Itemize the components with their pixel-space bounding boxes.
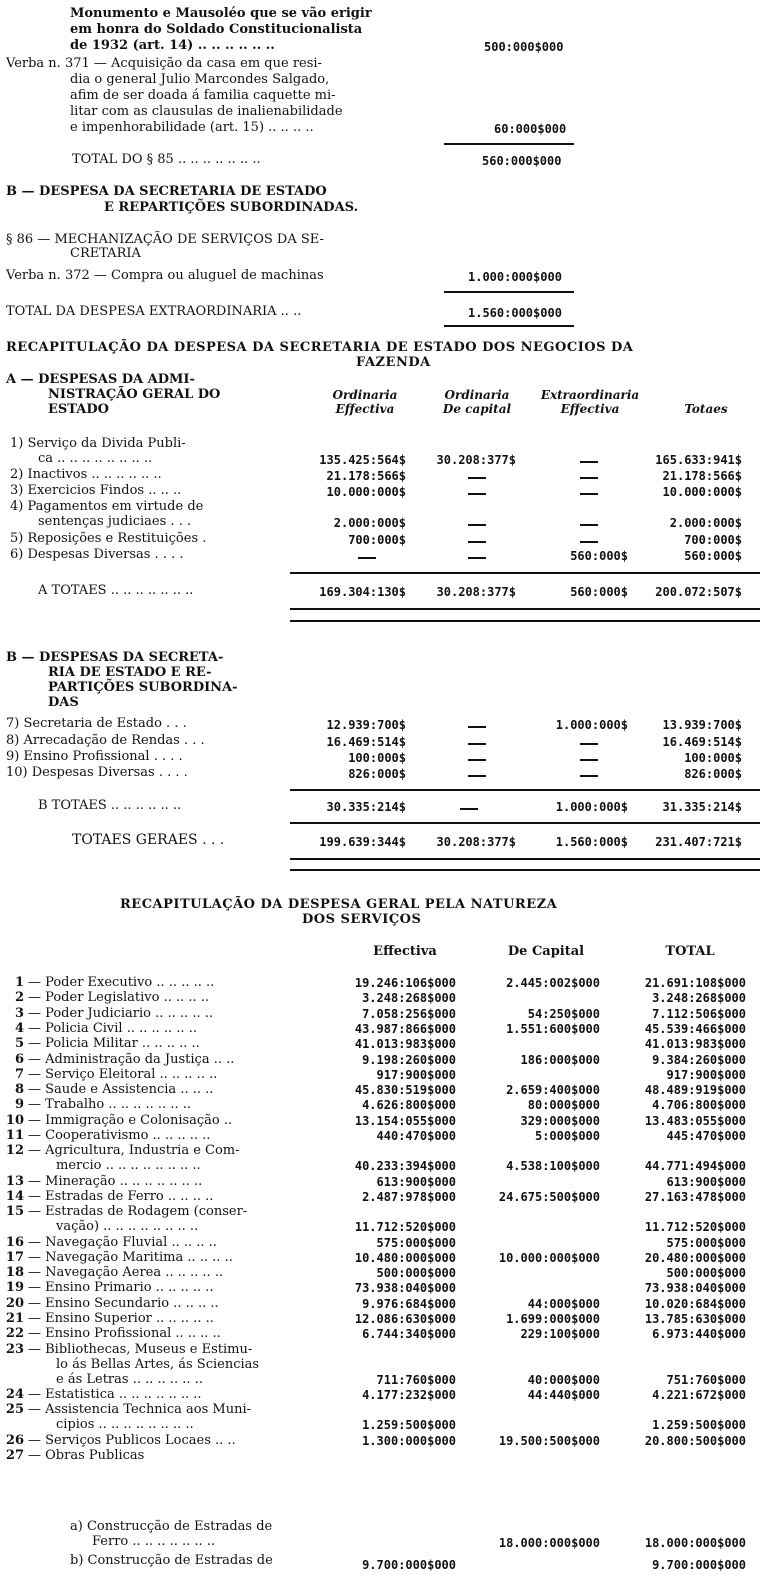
s86-line2: CRETARIA [70, 246, 141, 261]
row-a-label: 6) Despesas Diversas . . . . [10, 547, 184, 562]
row-a-eff: 2.000:000$ [333, 516, 406, 530]
row-b-tot: 16.469:514$ [662, 735, 742, 749]
row-number: 13 [5, 1173, 24, 1189]
row-number: 22 [5, 1326, 24, 1342]
recap2-title-line1: RECAPITULAÇÃO DA DESPESA GERAL PELA NATUREZA [120, 897, 558, 912]
row-label: — Estradas de Ferro .. .. .. .. [28, 1188, 214, 1204]
row-label-cont: mercio .. .. .. .. .. .. .. .. [56, 1158, 201, 1174]
sub-b-line1: b) Construcção de Estradas de [70, 1553, 273, 1568]
row-label-cont: lo ás Bellas Artes, ás Sciencias [56, 1356, 260, 1372]
row-number: 19 [5, 1280, 24, 1296]
sub-b-tot: 9.700:000$000 [652, 1558, 746, 1572]
row-eff: 13.154:055$000 [354, 1113, 456, 1128]
row-tot: 11.712:520$000 [644, 1220, 746, 1235]
row-a-label-cont: ca .. .. .. .. .. .. .. .. [38, 451, 153, 466]
sub-a-line1: a) Construcção de Estradas de [70, 1519, 273, 1534]
verba371-line4: litar com as clausulas de inalienabilidade [70, 104, 343, 119]
row-tot: 41.013:983$000 [644, 1037, 746, 1052]
row-eff: 43.987:866$000 [354, 1021, 456, 1036]
row-b-label: 10) Despesas Diversas . . . . [6, 765, 188, 780]
rule [290, 620, 760, 622]
row-a-tot: 165.633:941$ [655, 453, 742, 467]
row-eff: 40.233:394$000 [354, 1159, 456, 1174]
row-a-cap: 30.208:377$ [436, 453, 516, 467]
totals-geraes-eff: 199.639:344$ [319, 835, 406, 849]
row-label: — Trabalho .. .. .. .. .. .. .. [28, 1097, 191, 1113]
row-eff: 917:900$000 [376, 1067, 456, 1082]
row-b-label: 7) Secretaria de Estado . . . [6, 716, 187, 731]
row-eff: 10.480:000$000 [354, 1250, 456, 1265]
row-tot: 500:000$000 [666, 1266, 746, 1281]
row-number: 5 [14, 1036, 24, 1052]
dash [580, 477, 598, 479]
dash [580, 493, 598, 495]
section-bb-line1: B — DESPESAS DA SECRETA- [6, 650, 224, 665]
monumento-amount: 500:000$000 [484, 40, 564, 54]
row-b-tot: 826:000$ [684, 767, 742, 781]
row-b-eff: 12.939:700$ [326, 718, 406, 732]
recap2-title-line2: DOS SERVIÇOS [302, 912, 422, 927]
monumento-line1: Monumento e Mausoléo que se vão erigir [70, 6, 372, 21]
row-label-cont: vação) .. .. .. .. .. .. .. .. [56, 1219, 199, 1235]
row-b-ext: 1.000:000$ [555, 718, 628, 732]
row-number: 9 [14, 1097, 24, 1113]
row-label: — Estradas de Rodagem (conser- [28, 1204, 248, 1220]
row-eff: 11.712:520$000 [354, 1220, 456, 1235]
dash [580, 461, 598, 463]
row-a-eff: 21.178:566$ [326, 469, 406, 483]
row-label: — Policia Civil .. .. .. .. .. .. [28, 1020, 197, 1036]
total-extra-value: 1.560:000$000 [468, 306, 562, 320]
row-cap: 1.699:000$000 [506, 1312, 600, 1326]
row-a-label: 4) Pagamentos em virtude de [10, 499, 204, 514]
col-total: TOTAL [665, 944, 715, 959]
row-number: 15 [5, 1204, 24, 1220]
row-cap: 2.659:400$000 [506, 1083, 600, 1098]
row-tot: 27.163:478$000 [644, 1189, 746, 1204]
row-number: 6 [14, 1051, 24, 1067]
totals-b-ext: 1.000:000$ [555, 800, 628, 814]
row-eff: 2.487:978$000 [362, 1189, 456, 1204]
row-b-eff: 16.469:514$ [326, 735, 406, 749]
totals-b-eff: 30.335:214$ [326, 800, 406, 814]
row-number: 16 [5, 1234, 24, 1250]
row-label: — Serviço Eleitoral .. .. .. .. .. [28, 1066, 218, 1082]
row-cap: 4.538:100$000 [506, 1159, 600, 1174]
col-de-capital: De Capital [507, 944, 585, 959]
rule [290, 608, 760, 610]
rule [444, 143, 574, 145]
row-a-label: 3) Exercicios Findos .. .. .. [10, 483, 182, 498]
row-number: 3 [14, 1005, 24, 1021]
row-tot: 20.480:000$000 [644, 1250, 746, 1265]
row-tot: 613:900$000 [666, 1174, 746, 1189]
dash [580, 775, 598, 777]
rule [290, 572, 760, 574]
row-cap: 2.445:002$000 [506, 976, 600, 990]
row-number: 23 [5, 1341, 24, 1357]
row-tot: 751:760$000 [666, 1372, 746, 1387]
totals-b-tot: 31.335:214$ [662, 800, 742, 814]
dash [580, 743, 598, 745]
col-ord-eff-2: Effectiva [335, 402, 395, 416]
row-label: — Agricultura, Industria e Com- [28, 1143, 240, 1159]
dash [460, 808, 478, 810]
verba372-label: Verba n. 372 — Compra ou aluguel de machinas [6, 268, 324, 283]
col-effectiva: Effectiva [373, 944, 437, 959]
totals-geraes-ext: 1.560:000$ [555, 835, 628, 849]
row-eff: 575:000$000 [376, 1235, 456, 1250]
row-label-cont: e ás Letras .. .. .. .. .. .. [56, 1371, 203, 1387]
row-label: — Poder Judiciario .. .. .. .. .. [28, 1005, 213, 1021]
row-tot: 7.112:506$000 [652, 1006, 746, 1021]
rule [290, 869, 760, 871]
row-a-tot: 560:000$ [684, 549, 742, 563]
dash [580, 759, 598, 761]
totals-a-cap: 30.208:377$ [436, 585, 516, 599]
row-number: 25 [5, 1402, 24, 1418]
col-ext-1: Extraordinaria [540, 388, 640, 402]
total85-value: 560:000$000 [482, 154, 562, 168]
sub-a-line2: Ferro .. .. .. .. .. .. .. [92, 1534, 216, 1549]
row-number: 24 [5, 1386, 24, 1402]
sub-a-tot: 18.000:000$000 [644, 1536, 746, 1550]
totals-b-label: B TOTAES .. .. .. .. .. .. [38, 798, 182, 813]
row-cap: 229:100$000 [520, 1327, 600, 1342]
row-label: — Ensino Primario .. .. .. .. .. [28, 1280, 214, 1296]
total85-label: TOTAL DO § 85 .. .. .. .. .. .. .. [72, 152, 261, 167]
row-cap: 54:250$000 [527, 1006, 600, 1021]
row-tot: 3.248:268$000 [652, 991, 746, 1006]
dash [358, 557, 376, 559]
dash [468, 775, 486, 777]
section-b-line1: B — DESPESA DA SECRETARIA DE ESTADO [6, 184, 327, 199]
row-cap: 24.675:500$000 [498, 1189, 600, 1204]
rule [290, 822, 760, 824]
row-eff: 41.013:983$000 [354, 1037, 456, 1052]
recap1-title-line1: RECAPITULAÇÃO DA DESPESA DA SECRETARIA DE ESTADO DOS NEGOCIOS DA [6, 340, 634, 355]
row-number: 11 [5, 1128, 24, 1143]
row-cap: 19.500:500$000 [498, 1433, 600, 1448]
section-bb-line3: PARTIÇÕES SUBORDINA- [48, 680, 238, 695]
row-eff: 45.830:519$000 [354, 1083, 456, 1098]
row-label: — Navegação Fluvial .. .. .. .. [28, 1234, 217, 1250]
rule [290, 858, 760, 860]
section-a-line3: ESTADO [48, 402, 109, 417]
row-number: 10 [5, 1112, 24, 1128]
dash [468, 493, 486, 495]
section-a-line2: NISTRAÇÃO GERAL DO [48, 387, 221, 402]
row-b-label: 9) Ensino Profissional . . . . [6, 749, 183, 764]
verba371-line5: e impenhorabilidade (art. 15) .. .. .. .. [70, 120, 314, 135]
row-cap: 1.551:600$000 [506, 1021, 600, 1036]
row-a-ext: 560:000$ [570, 549, 628, 563]
dash [468, 524, 486, 526]
row-label: — Administração da Justiça .. .. [28, 1051, 235, 1067]
row-eff: 440:470$000 [376, 1129, 456, 1143]
row-label: — Ensino Secundario .. .. .. .. [28, 1295, 219, 1311]
row-number: 17 [5, 1249, 24, 1265]
row-tot: 917:900$000 [666, 1067, 746, 1082]
col-ord-cap-1: Ordinaria [444, 388, 510, 402]
row-eff: 12.086:630$000 [354, 1312, 456, 1326]
row-a-label-cont: sentenças judiciaes . . . [38, 514, 192, 529]
dash [468, 477, 486, 479]
section-a-line1: A — DESPESAS DA ADMI- [6, 372, 195, 387]
row-tot: 13.785:630$000 [644, 1312, 746, 1326]
row-tot: 21.691:108$000 [644, 976, 746, 990]
row-label: — Policia Militar .. .. .. .. .. [28, 1036, 200, 1052]
dash [580, 541, 598, 543]
row-a-tot: 10.000:000$ [662, 485, 742, 499]
row-number: 18 [5, 1265, 24, 1281]
col-totaes: Totaes [684, 402, 728, 416]
dash [468, 726, 486, 728]
row-tot: 73.938:040$000 [644, 1281, 746, 1296]
row-eff: 500:000$000 [376, 1266, 456, 1281]
row-number: 14 [5, 1188, 24, 1204]
row-label: — Ensino Profissional .. .. .. .. [28, 1326, 221, 1342]
dash [468, 541, 486, 543]
row-number: 8 [14, 1082, 24, 1098]
row-label: — Bibliothecas, Museus e Estimu- [28, 1341, 253, 1357]
row-eff: 7.058:256$000 [362, 1006, 456, 1021]
totals-a-label: A TOTAES .. .. .. .. .. .. .. [38, 583, 194, 598]
row-label: — Obras Publicas [28, 1447, 145, 1463]
row-tot: 45.539:466$000 [644, 1021, 746, 1036]
total-extra-label: TOTAL DA DESPESA EXTRAORDINARIA .. .. [6, 304, 302, 319]
row-eff: 9.198:260$000 [362, 1052, 456, 1067]
row-label: — Ensino Superior .. .. .. .. .. [28, 1311, 214, 1326]
section-bb-line4: DAS [48, 695, 79, 710]
row-tot: 20.800:500$000 [644, 1433, 746, 1448]
totals-geraes-cap: 30.208:377$ [436, 835, 516, 849]
row-eff: 3.248:268$000 [362, 991, 456, 1006]
row-a-label: 1) Serviço da Divida Publi- [10, 436, 186, 451]
row-tot: 6.973:440$000 [652, 1327, 746, 1342]
row-eff: 19.246:106$000 [354, 976, 456, 990]
totals-geraes-tot: 231.407:721$ [655, 835, 742, 849]
row-label: — Mineração .. .. .. .. .. .. .. [28, 1173, 203, 1189]
row-number: 26 [5, 1432, 24, 1448]
row-eff: 1.259:500$000 [362, 1418, 456, 1433]
row-a-eff: 135.425:564$ [319, 453, 406, 467]
row-cap: 40:000$000 [527, 1372, 600, 1387]
row-a-tot: 21.178:566$ [662, 469, 742, 483]
row-b-tot: 100:000$ [684, 751, 742, 765]
section-bb-line2: RIA DE ESTADO E RE- [48, 665, 212, 680]
rule [444, 325, 574, 327]
row-cap: 5:000$000 [534, 1129, 600, 1143]
row-cap: 186:000$000 [520, 1052, 600, 1067]
row-label: — Saude e Assistencia .. .. .. [28, 1082, 214, 1098]
row-label: — Navegação Aerea .. .. .. .. .. [28, 1265, 224, 1281]
row-tot: 445:470$000 [666, 1129, 746, 1143]
row-tot: 48.489:919$000 [644, 1083, 746, 1098]
verba372-value: 1.000:000$000 [468, 270, 562, 284]
recap1-title-line2: FAZENDA [356, 355, 431, 370]
row-label: — Serviços Publicos Locaes .. .. [28, 1432, 236, 1448]
row-cap: 329:000$000 [520, 1113, 600, 1128]
row-tot: 1.259:500$000 [652, 1418, 746, 1433]
row-eff: 9.976:684$000 [362, 1296, 456, 1311]
row-a-tot: 2.000:000$ [669, 516, 742, 530]
row-a-tot: 700:000$ [684, 533, 742, 547]
row-a-eff: 700:000$ [348, 533, 406, 547]
verba371-line3: afim de ser doada á familia caquette mi- [70, 88, 336, 103]
totals-a-tot: 200.072:507$ [655, 585, 742, 599]
row-eff: 4.177:232$000 [362, 1387, 456, 1402]
row-number: 20 [5, 1295, 24, 1311]
row-tot: 44.771:494$000 [644, 1159, 746, 1174]
row-cap: 44:440$000 [527, 1387, 600, 1402]
verba371-line2: dia o general Julio Marcondes Salgado, [70, 72, 330, 87]
row-number: 21 [5, 1311, 24, 1326]
verba371-line1: Verba n. 371 — Acquisição da casa em que resi- [6, 56, 322, 71]
dash [580, 524, 598, 526]
totals-geraes-label: TOTAES GERAES . . . [72, 832, 225, 848]
s86-line1: § 86 — MECHANIZAÇÃO DE SERVIÇOS DA SE- [6, 232, 324, 247]
row-label-cont: cipios .. .. .. .. .. .. .. .. [56, 1417, 194, 1433]
section-b-line2: E REPARTIÇÕES SUBORDINADAS. [104, 200, 359, 215]
row-number: 4 [14, 1020, 24, 1036]
row-label: — Navegação Maritima .. .. .. .. [28, 1249, 233, 1265]
row-label: — Immigração e Colonisação .. [28, 1112, 233, 1128]
row-number: 2 [14, 990, 24, 1006]
row-label: — Poder Executivo .. .. .. .. .. [28, 975, 215, 990]
row-eff: 73.938:040$000 [354, 1281, 456, 1296]
row-tot: 575:000$000 [666, 1235, 746, 1250]
row-a-label: 5) Reposições e Restituições . [10, 531, 207, 546]
rule [290, 789, 760, 791]
row-b-label: 8) Arrecadação de Rendas . . . [6, 733, 205, 748]
dash [468, 557, 486, 559]
col-ord-eff-1: Ordinaria [332, 388, 398, 402]
col-ext-2: Effectiva [560, 402, 620, 416]
col-ord-cap-2: De capital [442, 402, 512, 416]
row-label: — Cooperativismo .. .. .. .. .. [28, 1128, 211, 1143]
row-tot: 4.706:800$000 [652, 1098, 746, 1113]
row-eff: 613:900$000 [376, 1174, 456, 1189]
row-tot: 13.483:055$000 [644, 1113, 746, 1128]
row-number: 27 [5, 1447, 24, 1463]
row-b-eff: 826:000$ [348, 767, 406, 781]
row-label: — Estatistica .. .. .. .. .. .. .. [28, 1386, 202, 1402]
row-cap: 80:000$000 [527, 1098, 600, 1113]
row-a-label: 2) Inactivos .. .. .. .. .. .. [10, 467, 162, 482]
row-b-tot: 13.939:700$ [662, 718, 742, 732]
sub-b-eff: 9.700:000$000 [362, 1558, 456, 1572]
verba371-amount: 60:000$000 [494, 122, 567, 136]
row-eff: 4.626:800$000 [362, 1098, 456, 1113]
dash [468, 759, 486, 761]
row-tot: 9.384:260$000 [652, 1052, 746, 1067]
row-label: — Poder Legislativo .. .. .. .. [28, 990, 210, 1006]
row-cap: 44:000$000 [527, 1296, 600, 1311]
row-tot: 10.020:684$000 [644, 1296, 746, 1311]
monumento-line3: de 1932 (art. 14) .. .. .. .. .. .. [70, 38, 275, 53]
row-eff: 1.300:000$000 [362, 1433, 456, 1448]
totals-a-eff: 169.304:130$ [319, 585, 406, 599]
sub-a-cap: 18.000:000$000 [498, 1536, 600, 1550]
row-eff: 711:760$000 [376, 1372, 456, 1387]
rule [444, 291, 574, 293]
row-cap: 10.000:000$000 [498, 1250, 600, 1265]
row-a-eff: 10.000:000$ [326, 485, 406, 499]
row-tot: 4.221:672$000 [652, 1387, 746, 1402]
monumento-line2: em honra do Soldado Constitucionalista [70, 22, 363, 37]
row-eff: 6.744:340$000 [362, 1327, 456, 1342]
row-label: — Assistencia Technica aos Muni- [28, 1402, 251, 1418]
row-number: 12 [5, 1143, 24, 1159]
row-number: 7 [14, 1066, 24, 1082]
dash [468, 743, 486, 745]
row-b-eff: 100:000$ [348, 751, 406, 765]
totals-a-ext: 560:000$ [570, 585, 628, 599]
row-number: 1 [14, 975, 24, 990]
